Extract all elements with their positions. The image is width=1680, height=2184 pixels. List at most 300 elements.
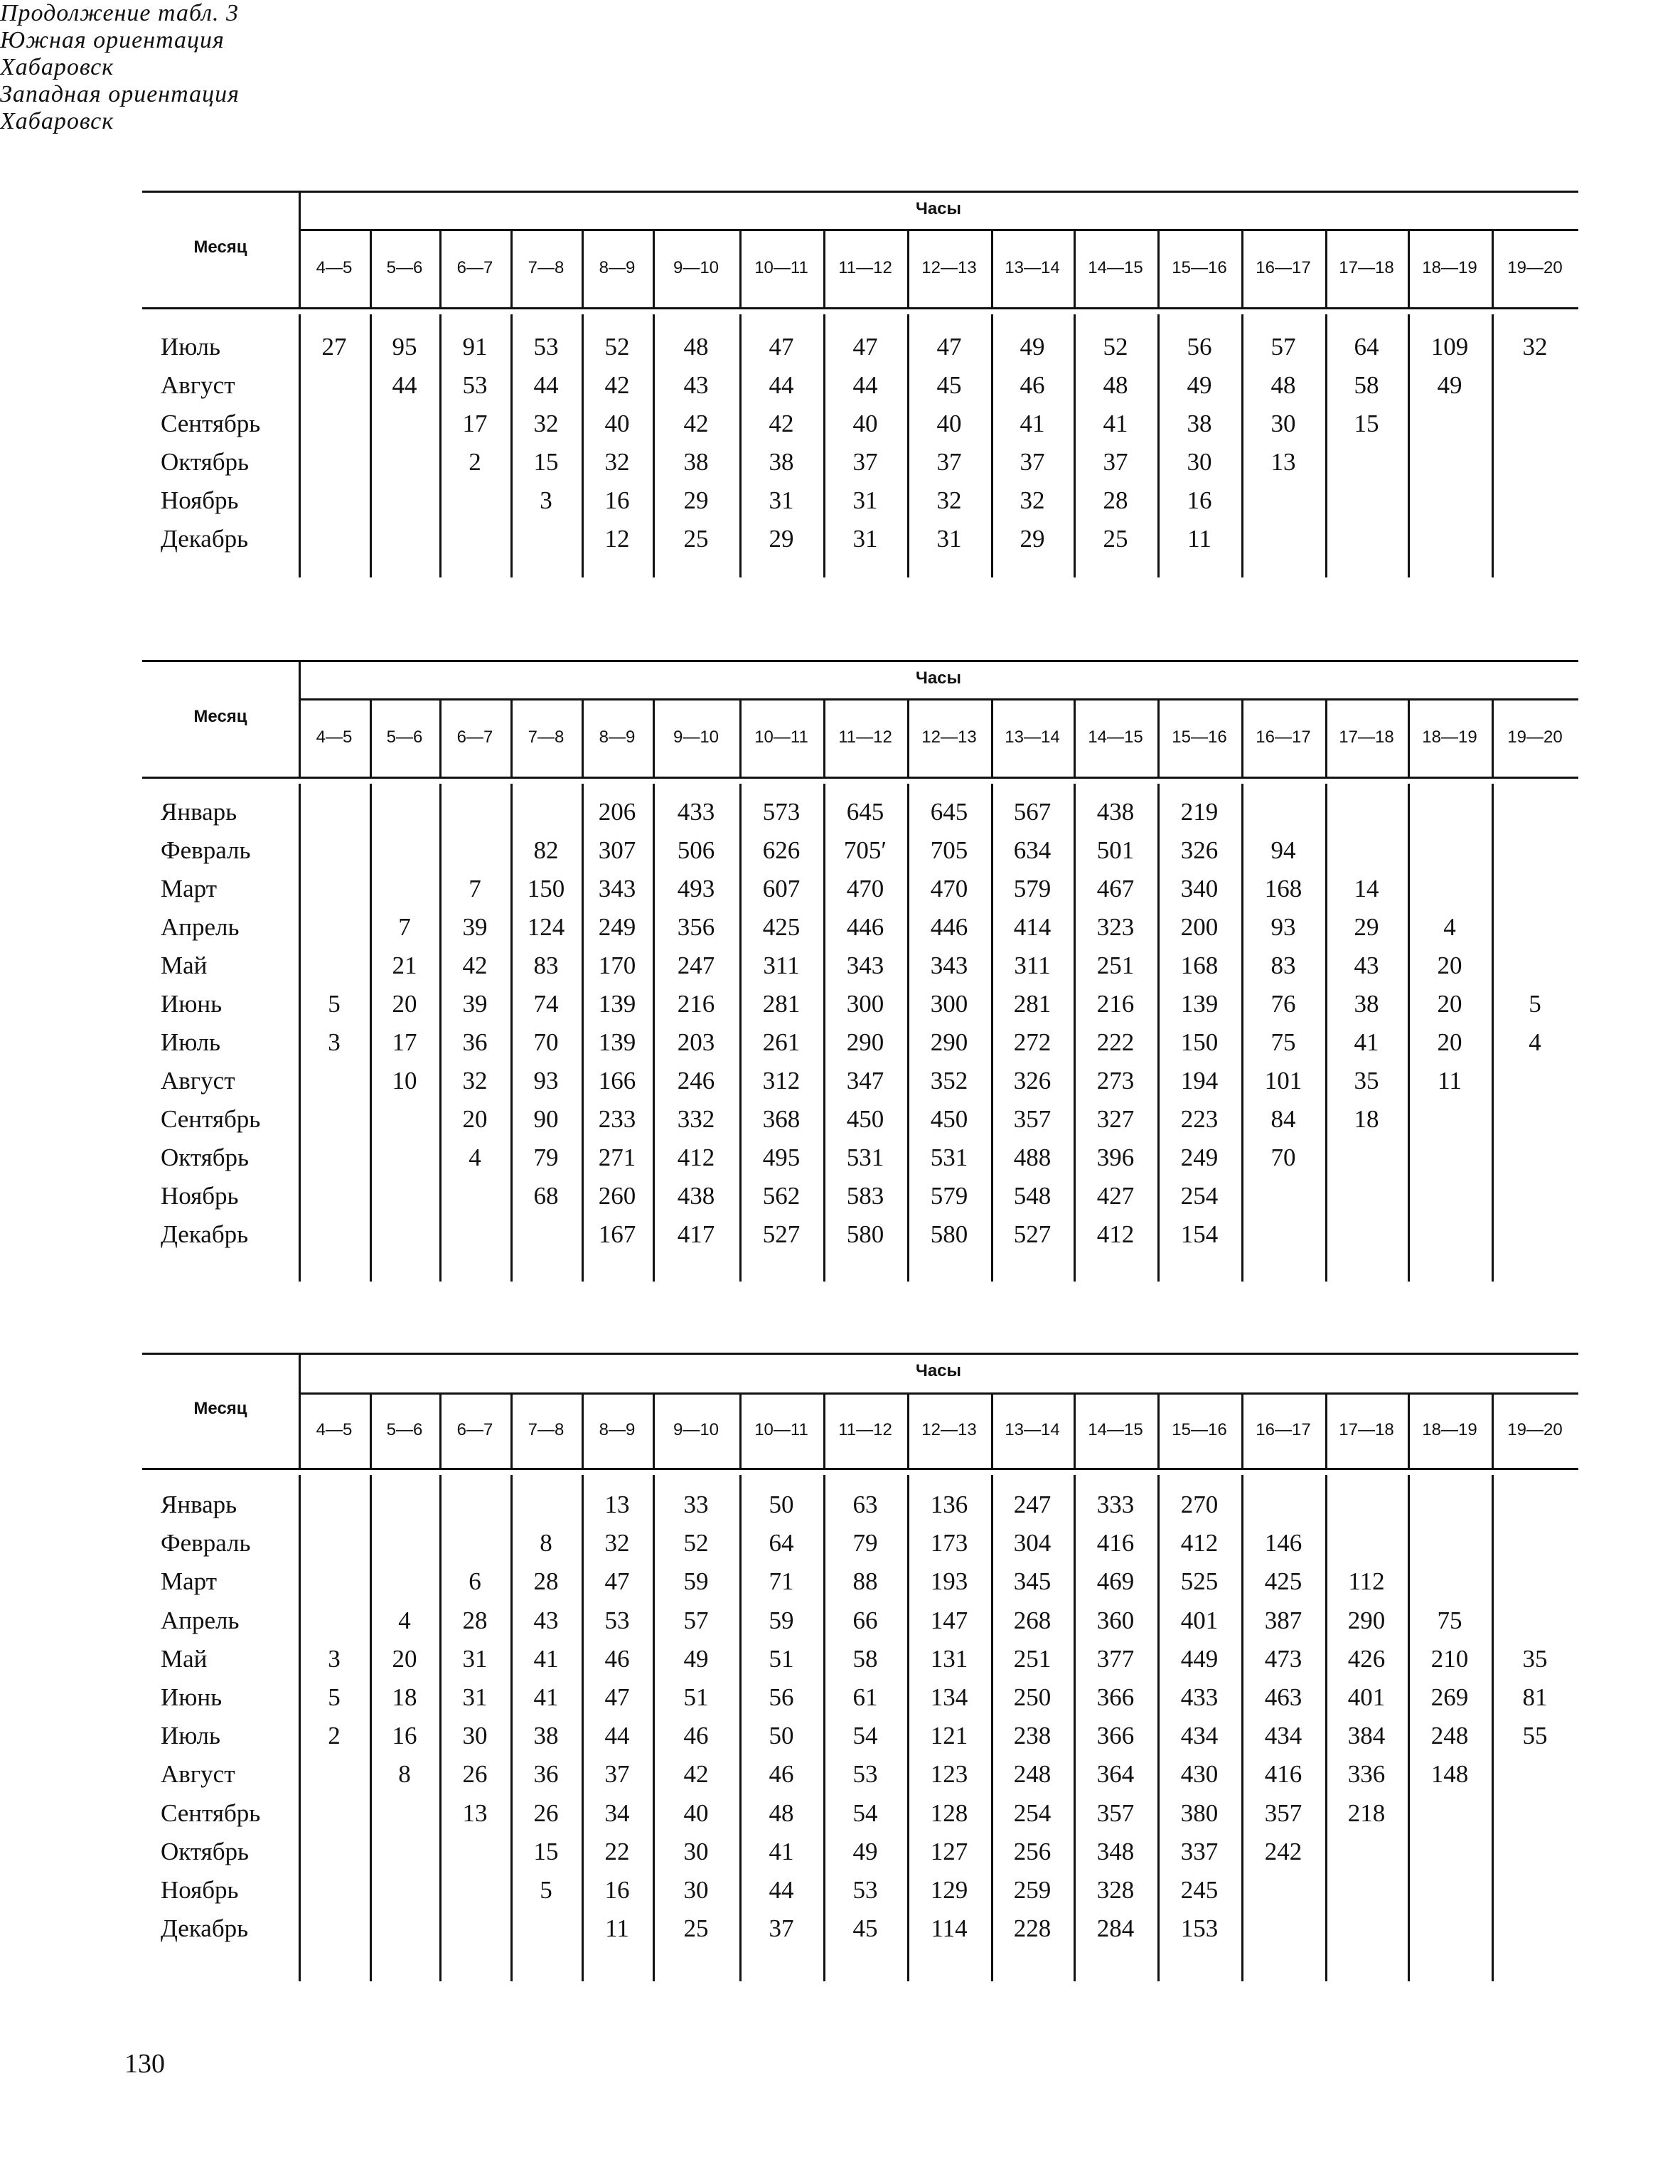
hour-column-header: 13—14 xyxy=(1005,258,1060,277)
table-cell: 31 xyxy=(769,486,794,514)
table-cell: 40 xyxy=(852,410,878,437)
table-cell: 580 xyxy=(930,1220,968,1248)
table-cell: 93 xyxy=(533,1067,559,1094)
hour-column-header: 7—8 xyxy=(528,1420,565,1439)
hour-column-header: 10—11 xyxy=(754,1420,808,1439)
month-label: Октябрь xyxy=(161,1837,250,1865)
table-cell: 28 xyxy=(533,1567,559,1596)
table-cell: 345 xyxy=(1013,1567,1052,1596)
table-cell: 29 xyxy=(1354,913,1379,941)
table-cell: 573 xyxy=(762,798,801,826)
table-cell: 42 xyxy=(683,410,709,437)
hour-column-header: 14—15 xyxy=(1088,1420,1143,1439)
hour-column-header: 8—9 xyxy=(599,258,636,277)
hour-column-header: 19—20 xyxy=(1507,728,1563,747)
table-cell: 645 xyxy=(846,798,884,826)
table-cell: 332 xyxy=(677,1105,715,1133)
hour-column-header: 11—12 xyxy=(838,258,892,277)
month-label: Сентябрь xyxy=(161,1799,261,1827)
month-label: Июль xyxy=(161,1028,220,1056)
table-cell: 333 xyxy=(1096,1491,1135,1518)
table-cell: 70 xyxy=(1270,1144,1296,1171)
table-cell: 25 xyxy=(1103,525,1128,553)
table-cell: 384 xyxy=(1347,1722,1386,1750)
table-cell: 216 xyxy=(677,990,715,1018)
table-cell: 139 xyxy=(598,1028,636,1056)
hour-column-header: 14—15 xyxy=(1088,728,1143,747)
table-cell: 31 xyxy=(936,525,962,553)
table-cell: 396 xyxy=(1096,1144,1135,1171)
table-cell: 343 xyxy=(930,952,968,979)
table-cell: 53 xyxy=(852,1760,878,1789)
hour-column-header: 7—8 xyxy=(528,258,565,277)
table-cell: 645 xyxy=(930,798,968,826)
table-cell: 38 xyxy=(769,448,794,476)
table-cell: 30 xyxy=(462,1722,488,1750)
table-cell: 32 xyxy=(462,1067,488,1094)
table-cell: 31 xyxy=(462,1683,488,1711)
table-cell: 3 xyxy=(328,1644,341,1673)
table-cell: 16 xyxy=(604,486,630,514)
table-cell: 71 xyxy=(769,1567,794,1596)
table-cell: 139 xyxy=(1180,990,1219,1018)
table-cell: 366 xyxy=(1096,1722,1135,1750)
hour-column-header: 10—11 xyxy=(754,728,808,747)
month-column-header: Месяц xyxy=(193,1399,247,1418)
hours-subheader-rule xyxy=(299,1392,1578,1395)
hour-column-header: 6—7 xyxy=(456,728,493,747)
table-cell: 56 xyxy=(1187,333,1212,361)
month-column-header: Месяц xyxy=(193,707,247,726)
hour-column-header: 9—10 xyxy=(673,1420,719,1439)
table-cell: 242 xyxy=(1264,1837,1302,1865)
table-cell: 75 xyxy=(1270,1028,1296,1056)
table-cell: 249 xyxy=(598,913,636,941)
table-cell: 25 xyxy=(683,1914,709,1943)
hour-column-header: 12—13 xyxy=(921,1420,977,1439)
table-cell: 271 xyxy=(598,1144,636,1171)
hour-column-header: 4—5 xyxy=(316,1420,353,1439)
month-label: Февраль xyxy=(161,1529,251,1557)
table-cell: 246 xyxy=(677,1067,715,1094)
table-cell: 42 xyxy=(462,952,488,979)
hour-column-header: 19—20 xyxy=(1507,258,1563,277)
table-cell: 250 xyxy=(1013,1683,1052,1711)
table-cell: 20 xyxy=(392,1644,417,1673)
month-column-divider xyxy=(299,191,301,307)
table-cell: 16 xyxy=(1187,486,1212,514)
table-cell: 473 xyxy=(1264,1644,1302,1673)
hour-column-header: 12—13 xyxy=(921,728,977,747)
table-cell: 343 xyxy=(846,952,884,979)
table-cell: 193 xyxy=(930,1567,968,1596)
table-cell: 43 xyxy=(683,371,709,399)
table-cell: 16 xyxy=(604,1876,630,1904)
hour-column-header: 4—5 xyxy=(316,728,353,747)
table-cell: 446 xyxy=(846,913,884,941)
table-cell: 203 xyxy=(677,1028,715,1056)
table-cell: 20 xyxy=(1437,990,1462,1018)
table-cell: 42 xyxy=(769,410,794,437)
table-cell: 57 xyxy=(683,1606,709,1634)
table-cell: 433 xyxy=(677,798,715,826)
table-cell: 63 xyxy=(852,1491,878,1518)
table-cell: 527 xyxy=(762,1220,801,1248)
hour-column-header: 5—6 xyxy=(386,728,423,747)
table-cell: 562 xyxy=(762,1182,801,1210)
table-cell: 30 xyxy=(683,1837,709,1865)
table-cell: 6 xyxy=(469,1567,481,1596)
table-cell: 340 xyxy=(1180,875,1219,902)
table-cell: 501 xyxy=(1096,836,1135,864)
table-cell: 2 xyxy=(328,1722,341,1750)
table-cell: 412 xyxy=(677,1144,715,1171)
hour-column-header: 16—17 xyxy=(1256,728,1311,747)
table-cell: 64 xyxy=(769,1529,794,1557)
table-cell: 154 xyxy=(1180,1220,1219,1248)
table-cell: 352 xyxy=(930,1067,968,1094)
table-cell: 290 xyxy=(930,1028,968,1056)
header-bottom-rule xyxy=(142,1468,1578,1470)
table-cell: 35 xyxy=(1522,1644,1548,1673)
table-cell: 248 xyxy=(1430,1722,1469,1750)
table-cell: 134 xyxy=(930,1683,968,1711)
hour-column-header: 8—9 xyxy=(599,1420,636,1439)
table-cell: 284 xyxy=(1096,1914,1135,1943)
table-cell: 48 xyxy=(683,333,709,361)
table-cell: 705 xyxy=(930,836,968,864)
table-cell: 44 xyxy=(392,371,417,399)
table-cell: 607 xyxy=(762,875,801,902)
table-cell: 166 xyxy=(598,1067,636,1094)
table-cell: 41 xyxy=(1354,1028,1379,1056)
table-cell: 238 xyxy=(1013,1722,1052,1750)
hour-column-header: 6—7 xyxy=(456,258,493,277)
table-cell: 11 xyxy=(1438,1067,1462,1094)
table-cell: 83 xyxy=(533,952,559,979)
table-cell: 245 xyxy=(1180,1876,1219,1904)
table-cell: 401 xyxy=(1180,1606,1219,1634)
table-cell: 290 xyxy=(1347,1606,1386,1634)
table-cell: 64 xyxy=(1354,333,1379,361)
orientation-title: Западная ориентация xyxy=(0,81,240,107)
table-cell: 223 xyxy=(1180,1105,1219,1133)
table-cell: 2 xyxy=(469,448,481,476)
month-label: Октябрь xyxy=(161,448,250,476)
table-cell: 281 xyxy=(1013,990,1052,1018)
table-cell: 49 xyxy=(1020,333,1045,361)
table-cell: 50 xyxy=(769,1722,794,1750)
table-cell: 131 xyxy=(930,1644,968,1673)
table-cell: 44 xyxy=(533,371,559,399)
table-cell: 61 xyxy=(852,1683,878,1711)
table-cell: 29 xyxy=(769,525,794,553)
table-cell: 357 xyxy=(1264,1799,1302,1827)
table-cell: 58 xyxy=(852,1644,878,1673)
table-cell: 57 xyxy=(1270,333,1296,361)
month-label: Сентябрь xyxy=(161,410,261,437)
table-cell: 32 xyxy=(1522,333,1548,361)
table-cell: 37 xyxy=(604,1760,630,1789)
table-cell: 256 xyxy=(1013,1837,1052,1865)
table-cell: 37 xyxy=(769,1914,794,1943)
table-cell: 470 xyxy=(930,875,968,902)
table-cell: 16 xyxy=(392,1722,417,1750)
hours-subheader-rule xyxy=(299,229,1578,231)
table-cell: 150 xyxy=(527,875,565,902)
table-cell: 7 xyxy=(398,913,411,941)
table-cell: 101 xyxy=(1264,1067,1302,1094)
month-label: Август xyxy=(161,371,235,399)
table-cell: 22 xyxy=(604,1837,630,1865)
table-cell: 47 xyxy=(604,1683,630,1711)
table-cell: 168 xyxy=(1264,875,1302,902)
table-cell: 44 xyxy=(769,1876,794,1904)
table-cell: 531 xyxy=(930,1144,968,1171)
header-bottom-rule xyxy=(142,777,1578,779)
table-cell: 579 xyxy=(930,1182,968,1210)
table-cell: 416 xyxy=(1096,1529,1135,1557)
table-cell: 247 xyxy=(1013,1491,1052,1518)
table-cell: 129 xyxy=(930,1876,968,1904)
table-cell: 173 xyxy=(930,1529,968,1557)
table-cell: 48 xyxy=(1270,371,1296,399)
table-cell: 4 xyxy=(469,1144,481,1171)
table-cell: 52 xyxy=(1103,333,1128,361)
table-cell: 47 xyxy=(769,333,794,361)
table-cell: 49 xyxy=(852,1837,878,1865)
table-cell: 41 xyxy=(1020,410,1045,437)
table-cell: 343 xyxy=(598,875,636,902)
table-cell: 427 xyxy=(1096,1182,1135,1210)
table-cell: 31 xyxy=(462,1644,488,1673)
table-cell: 328 xyxy=(1096,1876,1135,1904)
table-cell: 41 xyxy=(533,1644,559,1673)
table-cell: 43 xyxy=(1354,952,1379,979)
table-cell: 37 xyxy=(1103,448,1128,476)
hour-column-header: 12—13 xyxy=(921,258,977,277)
table-cell: 327 xyxy=(1096,1105,1135,1133)
table-cell: 20 xyxy=(1437,952,1462,979)
table-cell: 93 xyxy=(1270,913,1296,941)
table-cell: 412 xyxy=(1096,1220,1135,1248)
hours-subheader-rule xyxy=(299,698,1578,701)
hour-column-header: 11—12 xyxy=(838,1420,892,1439)
table-cell: 18 xyxy=(392,1683,417,1711)
continuation-label: Продолжение табл. 3 xyxy=(0,0,240,26)
table-cell: 300 xyxy=(846,990,884,1018)
table-cell: 83 xyxy=(1270,952,1296,979)
table-cell: 434 xyxy=(1264,1722,1302,1750)
hour-column-header: 16—17 xyxy=(1256,1420,1311,1439)
table-cell: 45 xyxy=(936,371,962,399)
hour-column-header: 13—14 xyxy=(1005,1420,1060,1439)
table-cell: 34 xyxy=(604,1799,630,1827)
hour-column-header: 6—7 xyxy=(456,1420,493,1439)
table-cell: 228 xyxy=(1013,1914,1052,1943)
table-cell: 311 xyxy=(1014,952,1051,979)
table-cell: 548 xyxy=(1013,1182,1052,1210)
table-cell: 37 xyxy=(1020,448,1045,476)
table-cell: 59 xyxy=(769,1606,794,1634)
hour-column-header: 16—17 xyxy=(1256,258,1311,277)
hour-column-header: 10—11 xyxy=(754,258,808,277)
table-cell: 94 xyxy=(1270,836,1296,864)
table-cell: 17 xyxy=(462,410,488,437)
table-cell: 626 xyxy=(762,836,801,864)
hour-column-header: 18—19 xyxy=(1422,728,1477,747)
table-cell: 7 xyxy=(469,875,481,902)
table-cell: 377 xyxy=(1096,1644,1135,1673)
table-cell: 54 xyxy=(852,1722,878,1750)
hour-column-header: 11—12 xyxy=(838,728,892,747)
table-cell: 35 xyxy=(1354,1067,1379,1094)
table-top-rule xyxy=(142,191,1578,193)
month-label: Май xyxy=(161,952,208,979)
table-cell: 446 xyxy=(930,913,968,941)
month-label: Ноябрь xyxy=(161,1876,239,1904)
table-cell: 30 xyxy=(1270,410,1296,437)
table-cell: 46 xyxy=(604,1644,630,1673)
table-cell: 281 xyxy=(762,990,801,1018)
table-cell: 417 xyxy=(677,1220,715,1248)
table-cell: 259 xyxy=(1013,1876,1052,1904)
table-top-rule xyxy=(142,1353,1578,1355)
table-cell: 20 xyxy=(462,1105,488,1133)
hour-column-header: 15—16 xyxy=(1172,1420,1227,1439)
month-label: Июль xyxy=(161,333,220,361)
month-label: Январь xyxy=(161,798,237,826)
table-cell: 425 xyxy=(1264,1567,1302,1596)
table-cell: 51 xyxy=(769,1644,794,1673)
table-cell: 412 xyxy=(1180,1529,1219,1557)
hour-column-header: 9—10 xyxy=(673,258,719,277)
hour-column-header: 17—18 xyxy=(1339,258,1394,277)
table-cell: 75 xyxy=(1437,1606,1462,1634)
table-cell: 74 xyxy=(533,990,559,1018)
table-cell: 139 xyxy=(598,990,636,1018)
table-cell: 401 xyxy=(1347,1683,1386,1711)
hour-column-header: 18—19 xyxy=(1422,1420,1477,1439)
table-cell: 580 xyxy=(846,1220,884,1248)
table-cell: 168 xyxy=(1180,952,1219,979)
table-cell: 40 xyxy=(683,1799,709,1827)
table-cell: 21 xyxy=(392,952,417,979)
table-cell: 29 xyxy=(683,486,709,514)
table-cell: 10 xyxy=(392,1067,417,1094)
table-cell: 148 xyxy=(1430,1760,1469,1789)
table-cell: 39 xyxy=(462,913,488,941)
table-cell: 109 xyxy=(1430,333,1469,361)
page-number: 130 xyxy=(124,2049,165,2079)
table-cell: 30 xyxy=(1187,448,1212,476)
table-cell: 8 xyxy=(398,1760,411,1789)
table-cell: 387 xyxy=(1264,1606,1302,1634)
table-cell: 634 xyxy=(1013,836,1052,864)
table-cell: 416 xyxy=(1264,1760,1302,1789)
table-cell: 44 xyxy=(769,371,794,399)
table-cell: 36 xyxy=(533,1760,559,1789)
table-cell: 123 xyxy=(930,1760,968,1789)
city-title: Хабаровск xyxy=(0,54,114,80)
table-cell: 531 xyxy=(846,1144,884,1171)
table-cell: 11 xyxy=(1187,525,1211,553)
table-cell: 53 xyxy=(533,333,559,361)
table-cell: 44 xyxy=(852,371,878,399)
table-cell: 5 xyxy=(1529,990,1541,1018)
table-cell: 348 xyxy=(1096,1837,1135,1865)
month-label: Август xyxy=(161,1760,235,1789)
table-cell: 58 xyxy=(1354,371,1379,399)
table-cell: 488 xyxy=(1013,1144,1052,1171)
table-cell: 28 xyxy=(462,1606,488,1634)
table-cell: 42 xyxy=(683,1760,709,1789)
table-cell: 28 xyxy=(1103,486,1128,514)
table-cell: 32 xyxy=(604,448,630,476)
table-cell: 50 xyxy=(769,1491,794,1518)
month-column-header: Месяц xyxy=(193,238,247,257)
table-cell: 525 xyxy=(1180,1567,1219,1596)
table-cell: 347 xyxy=(846,1067,884,1094)
table-cell: 194 xyxy=(1180,1067,1219,1094)
table-cell: 3 xyxy=(540,486,552,514)
table-cell: 4 xyxy=(398,1606,411,1634)
table-cell: 26 xyxy=(533,1799,559,1827)
table-cell: 200 xyxy=(1180,913,1219,941)
table-cell: 52 xyxy=(604,333,630,361)
table-cell: 32 xyxy=(604,1529,630,1557)
hour-column-header: 4—5 xyxy=(316,258,353,277)
hour-column-header: 9—10 xyxy=(673,728,719,747)
table-cell: 364 xyxy=(1096,1760,1135,1789)
table-cell: 705′ xyxy=(843,836,887,864)
table-cell: 147 xyxy=(930,1606,968,1634)
month-label: Июнь xyxy=(161,1683,223,1711)
table-cell: 56 xyxy=(769,1683,794,1711)
table-cell: 463 xyxy=(1264,1683,1302,1711)
table-cell: 150 xyxy=(1180,1028,1219,1056)
hour-column-header: 19—20 xyxy=(1507,1420,1563,1439)
table-cell: 493 xyxy=(677,875,715,902)
table-cell: 42 xyxy=(604,371,630,399)
month-label: Январь xyxy=(161,1491,237,1518)
hour-column-header: 15—16 xyxy=(1172,258,1227,277)
table-cell: 114 xyxy=(931,1914,968,1943)
hour-column-header: 7—8 xyxy=(528,728,565,747)
month-label: Декабрь xyxy=(161,1220,249,1248)
table-cell: 53 xyxy=(604,1606,630,1634)
table-cell: 146 xyxy=(1264,1529,1302,1557)
table-cell: 29 xyxy=(1020,525,1045,553)
hours-header: Часы xyxy=(915,1361,962,1380)
hour-column-header: 18—19 xyxy=(1422,258,1477,277)
table-cell: 5 xyxy=(328,1683,341,1711)
table-cell: 450 xyxy=(846,1105,884,1133)
table-cell: 66 xyxy=(852,1606,878,1634)
table-cell: 300 xyxy=(930,990,968,1018)
table-cell: 269 xyxy=(1430,1683,1469,1711)
table-cell: 4 xyxy=(1529,1028,1541,1056)
table-cell: 46 xyxy=(1020,371,1045,399)
table-cell: 31 xyxy=(852,486,878,514)
month-label: Июль xyxy=(161,1722,220,1750)
hour-column-header: 14—15 xyxy=(1088,258,1143,277)
table-cell: 467 xyxy=(1096,875,1135,902)
table-cell: 470 xyxy=(846,875,884,902)
table-cell: 27 xyxy=(321,333,347,361)
table-cell: 40 xyxy=(604,410,630,437)
table-cell: 13 xyxy=(1270,448,1296,476)
